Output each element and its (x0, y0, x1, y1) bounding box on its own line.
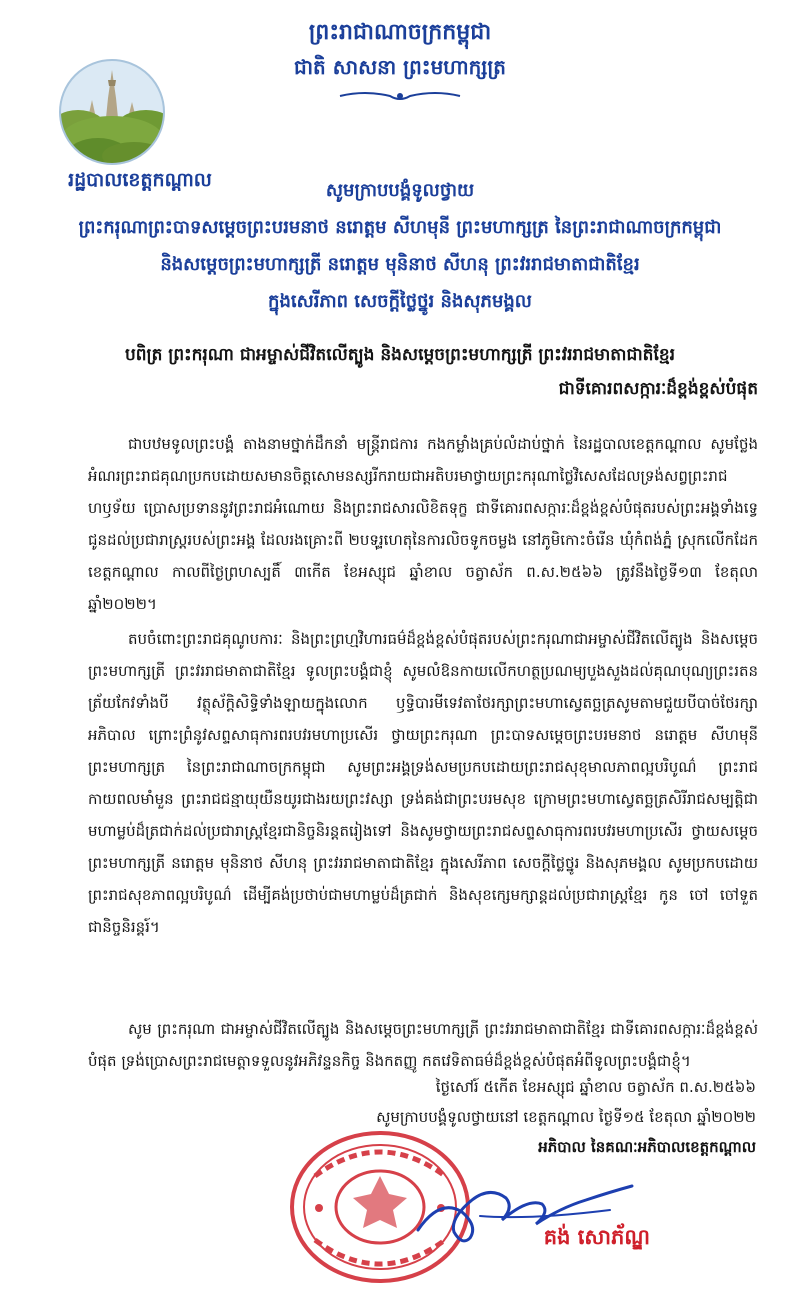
national-motto: ជាតិ សាសនា ព្រះមហាក្សត្រ (294, 55, 506, 79)
signer-name: គង់ សោភ័ណ្ឌ (543, 1225, 650, 1249)
salutation-continuation: ជាទីគោរពសក្ការៈដ៏ខ្ពង់ខ្ពស់បំផុត (558, 379, 758, 399)
signer-title: អភិបាល នៃគណៈអភិបាលខេត្តកណ្ដាល (538, 1138, 756, 1156)
ornament-divider-icon (335, 88, 465, 104)
address-line: សូមក្រាបបង្គំទូលថ្វាយ (325, 180, 475, 201)
queen-mother-title: និងសម្ដេចព្រះមហាក្សត្រី នរោត្តម មុនិនាថ សីហនុ ព្រះវររាជមាតាជាតិខ្មែរ (160, 254, 640, 275)
body-paragraph-3: សូម ព្រះករុណា ជាអម្ចាស់ជីវិតលើត្បូង និងសម្ដេចព្រះមហាក្សត្រី ព្រះវររាជមាតាជាតិខ្មែរ ជាទីគោរពសក្ការៈដ៏ខ្ពង់ខ្ពស់បំផុត ទ្រង់ប្រោសព្រះរាជមេត្តាទទួលនូវអភិវន្ទនកិច្ច និងកតញ្ញូ កតវេទិតាធម៌ដ៏ខ្ពង់ខ្ពស់បំផុតអំពីទូលព្រះបង្គំជាខ្ញុំ។ (88, 1020, 758, 1070)
body-paragraph-2: តបចំពោះព្រះរាជគុណូបការៈ និងព្រះព្រហ្មវិហារធម៌ដ៏ខ្ពង់ខ្ពស់បំផុតរបស់ព្រះករុណាជាអម្ចាស់ជីវិតលើត្បូង និងសម្ដេចព្រះមហាក្សត្រី ព្រះវររាជមាតាជាតិខ្មែរ ទូលព្រះបង្គំជាខ្ញុំ សូមលំឱនកាយលើកហត្ថប្រណម្យបួងសួងដល់គុណបុណ្យព្រះរតនត្រ័យកែវទាំងបី វត្ថុស័ក្តិសិទ្ធិទាំងឡាយក្នុងលោក ឫទ្ធិបារមីទេវតាថែរក្សាព្រះមហាស្វេតច្ឆត្រសូមតាមជួយបីបាច់ថែរក្សាអភិបាល ព្រោះព្រំនូវសព្ទសាធុការពរបវរមហាប្រសើរ ថ្វាយព្រះករុណា ព្រះបាទសម្ដេចព្រះបរមនាថ នរោត្តម សីហមុនី ព្រះមហាក្សត្រ នៃព្រះរាជាណាចក្រកម្ពុជា សូមព្រះអង្គទ្រង់សមប្រកបដោយព្រះរាជសុខុមាលភាពល្អបរិបូណ៌ ព្រះរាជកាយពលមាំមួន ព្រះរាជជន្មាយុយឺនយូរជាងរយព្រះវស្សា ទ្រង់គង់ជាព្រះបរមសុខ ក្រោមព្រះមហាស្វេតច្ឆត្រសិរីរាជសម្បត្តិជាមហាម្លប់ដ៏ត្រជាក់ដល់ប្រជារាស្ត្រខ្មែរជានិច្ចនិរន្តតរៀងទៅ និងសូមថ្វាយព្រះរាជសព្ទសាធុការពរបវរមហាប្រសើរ ថ្វាយសម្ដេចព្រះមហាក្សត្រី នរោត្តម មុនិនាថ សីហនុ ព្រះវររាជមាតាជាតិខ្មែរ ក្នុងសេរីភាព សេចក្ដីថ្លៃថ្នូរ និងសុភមង្គល សូមប្រកបដោយព្រះរាជសុខភាពល្អបរិបូណ៌ ដើម្បីគង់ប្រថាប់ជាមហាម្លប់ដ៏ត្រជាក់ និងសុខក្សេមក្សាន្តដល់ប្រជារាស្ត្រខ្មែរ កូន ចៅ ចៅទួត ជានិច្ចនិរន្តរ៍។ (88, 630, 758, 936)
king-title: ព្រះករុណាព្រះបាទសម្ដេចព្រះបរមនាថ នរោត្តម សីហមុនី ព្រះមហាក្សត្រ នៃព្រះរាជាណាចក្រកម្ពុជា (78, 217, 722, 238)
province-admin-name: រដ្ឋបាលខេត្តកណ្ដាល (68, 169, 212, 191)
blessing-line: ក្នុងសេរីភាព សេចក្ដីថ្លៃថ្នូរ និងសុភមង្គល (268, 291, 532, 312)
lunar-date: ថ្ងៃសៅរ៍ ៥កើត ខែអស្សុជ ឆ្នាំខាល ចត្វាស័ក ព.ស.២៥៦៦ (435, 1078, 756, 1096)
province-emblem-icon (58, 58, 166, 166)
salutation: បពិត្រ ព្រះករុណា ជាអម្ចាស់ជីវិតលើត្បូង និងសម្ដេចព្រះមហាក្សត្រី ព្រះវររាជមាតាជាតិខ្មែរ (124, 345, 676, 365)
kingdom-title: ព្រះរាជាណាចក្រកម្ពុជា (308, 20, 492, 45)
body-paragraph-1: ជាបឋមទូលព្រះបង្គំ តាងនាមថ្នាក់ដឹកនាំ មន្រ្តីរាជការ កងកម្លាំងគ្រប់លំដាប់ថ្នាក់ នៃរដ្ឋបាលខេត្តកណ្ដាល សូមថ្លែងអំណរព្រះរាជគុណប្រកបដោយសមានចិត្តសោមនស្សរីករាយជាអតិបរមាថ្វាយព្រះករុណាថ្លៃវិសេសដែលទ្រង់សព្វព្រះរាជហឫទ័យ ប្រោសប្រទាននូវព្រះរាជអំណោយ និងព្រះរាជសារលិខិតទុក្ខ ជាទីគោរពសក្ការៈដ៏ខ្ពង់ខ្ពស់បំផុតរបស់ព្រះអង្គទាំងទ្វេ ជូនដល់ប្រជារាស្ត្ររបស់ព្រះអង្គ ដែលរងគ្រោះពី ២បទុរ្ទហេតុនៃការលិចទូកចម្លង នៅភូមិកោះចំរើន ឃុំកំពង់ភ្នំ ស្រុកលើកដែក ខេត្តកណ្ដាល កាលពីថ្ងៃព្រហស្បតិ៍ ៣កើត ខែអស្សុជ ឆ្នាំខាល ចត្វាស័ក ព.ស.២៥៦៦ ត្រូវនឹងថ្ងៃទី១៣ ខែតុលា ឆ្នាំ២០២២។ (88, 435, 758, 613)
solar-date: សូមក្រាបបង្គំទូលថ្វាយនៅ ខេត្តកណ្ដាល ថ្ងៃទី១៥ ខែតុលា ឆ្នាំ២០២២ (376, 1108, 756, 1126)
